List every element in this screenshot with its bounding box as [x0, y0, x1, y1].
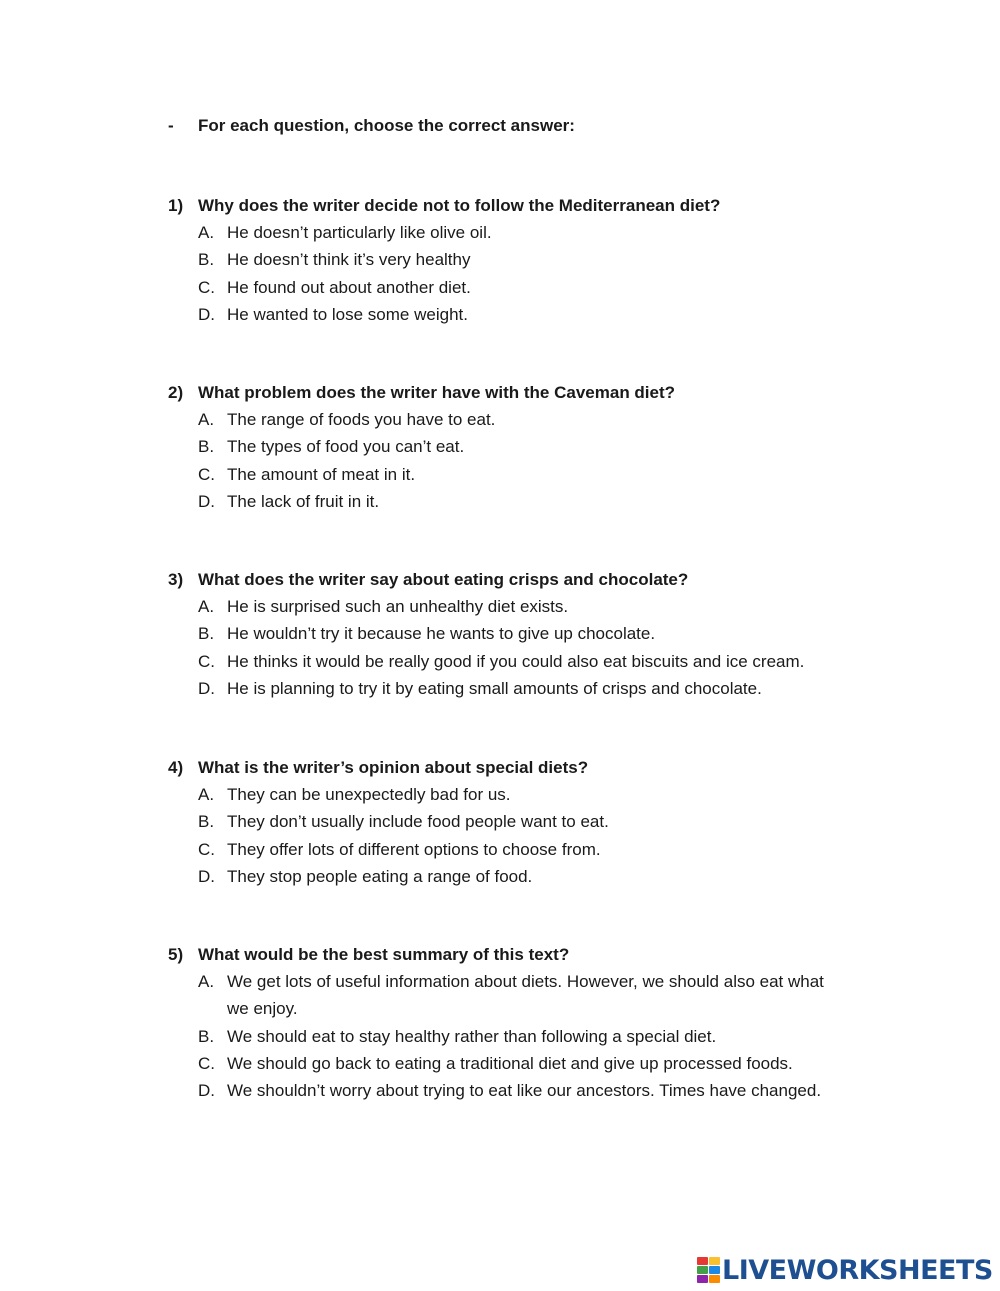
answer-options [168, 219, 888, 328]
logo-block [709, 1275, 720, 1283]
option-text: We should go back to eating a traditional diet and give up processed foods. [227, 1053, 793, 1073]
question-5 [168, 941, 888, 1104]
instruction [168, 116, 575, 136]
question-number: 5) [168, 945, 184, 964]
option-letter: C. [198, 464, 215, 484]
option-letter: A. [198, 410, 215, 429]
answer-option-b[interactable] [198, 808, 888, 835]
question-4 [168, 754, 888, 890]
liveworksheets-logo [697, 1253, 993, 1287]
question-2 [168, 379, 888, 515]
question-text: What is the writer’s opinion about special diets? [198, 758, 589, 777]
option-text: He found out about another diet. [227, 277, 471, 297]
option-text: They can be unexpectedly bad for us. [227, 785, 511, 804]
option-text: The types of food you can’t eat. [227, 437, 465, 457]
question-number: 4) [168, 758, 184, 777]
option-letter: D. [198, 304, 215, 324]
question-text: What would be the best summary of this text? [198, 945, 570, 964]
option-letter: A. [198, 972, 215, 991]
answer-options [168, 968, 888, 1104]
answer-option-d[interactable] [198, 301, 888, 328]
answer-option-a[interactable] [198, 968, 888, 1023]
answer-option-a[interactable] [198, 781, 888, 808]
answer-options [168, 781, 888, 890]
answer-option-a[interactable] [198, 593, 888, 620]
option-text: They stop people eating a range of food. [227, 866, 533, 886]
answer-option-c[interactable] [198, 274, 888, 301]
option-letter: B. [198, 1026, 215, 1046]
option-letter: C. [198, 839, 215, 859]
option-text: The lack of fruit in it. [227, 491, 380, 511]
option-letter: D. [198, 1081, 215, 1101]
instruction-text: For each question, choose the correct answer: [198, 116, 575, 135]
question-title [168, 566, 888, 593]
question-title [168, 941, 888, 968]
option-text: We get lots of useful information about diets. However, we should also eat what we enjoy. [227, 972, 824, 1019]
answer-option-c[interactable] [198, 461, 888, 488]
option-letter: A. [198, 785, 215, 804]
answer-option-d[interactable] [198, 1077, 888, 1104]
option-letter: C. [198, 1053, 215, 1073]
option-text: He doesn’t think it’s very healthy [227, 250, 471, 270]
answer-option-b[interactable] [198, 246, 888, 273]
logo-block [709, 1266, 720, 1274]
logo-text: LIVEWORKSHEETS [722, 1254, 993, 1286]
answer-option-c[interactable] [198, 836, 888, 863]
instruction-dash: - [168, 116, 174, 135]
question-number: 2) [168, 383, 184, 402]
question-text: What problem does the writer have with the Caveman diet? [198, 383, 676, 402]
option-text: They don’t usually include food people want to eat. [227, 812, 609, 832]
answer-options [168, 406, 888, 515]
answer-options [168, 593, 888, 702]
question-text: Why does the writer decide not to follow the Mediterranean diet? [198, 196, 721, 215]
question-3 [168, 566, 888, 702]
answer-option-a[interactable] [198, 406, 888, 433]
answer-option-c[interactable] [198, 1050, 888, 1077]
answer-option-b[interactable] [198, 620, 888, 647]
option-letter: C. [198, 277, 215, 297]
option-text: He is planning to try it by eating small amounts of crisps and chocolate. [227, 678, 762, 698]
answer-option-a[interactable] [198, 219, 888, 246]
option-letter: A. [198, 223, 215, 242]
option-letter: D. [198, 866, 215, 886]
option-letter: D. [198, 678, 215, 698]
logo-block [697, 1257, 708, 1265]
option-text: He wanted to lose some weight. [227, 304, 468, 324]
logo-block [697, 1266, 708, 1274]
option-letter: B. [198, 624, 215, 644]
answer-option-c[interactable] [198, 648, 888, 675]
question-number: 1) [168, 196, 184, 215]
question-title [168, 379, 888, 406]
logo-blocks-icon [697, 1257, 720, 1283]
option-text: He thinks it would be really good if you could also eat biscuits and ice cream. [227, 651, 805, 671]
question-text: What does the writer say about eating crisps and chocolate? [198, 570, 689, 589]
option-text: The range of foods you have to eat. [227, 410, 496, 429]
question-title [168, 192, 888, 219]
option-letter: B. [198, 437, 215, 457]
question-1 [168, 192, 888, 328]
question-number: 3) [168, 570, 184, 589]
option-letter: A. [198, 597, 215, 616]
option-text: He is surprised such an unhealthy diet exists. [227, 597, 569, 616]
logo-block [709, 1257, 720, 1265]
answer-option-b[interactable] [198, 433, 888, 460]
question-title [168, 754, 888, 781]
option-letter: B. [198, 250, 215, 270]
option-letter: D. [198, 491, 215, 511]
option-text: We shouldn’t worry about trying to eat like our ancestors. Times have changed. [227, 1081, 822, 1101]
answer-option-d[interactable] [198, 488, 888, 515]
answer-option-b[interactable] [198, 1023, 888, 1050]
option-letter: C. [198, 651, 215, 671]
answer-option-d[interactable] [198, 675, 888, 702]
option-text: He wouldn’t try it because he wants to give up chocolate. [227, 624, 656, 644]
option-text: The amount of meat in it. [227, 464, 416, 484]
option-letter: B. [198, 812, 215, 832]
logo-block [697, 1275, 708, 1283]
answer-option-d[interactable] [198, 863, 888, 890]
option-text: They offer lots of different options to choose from. [227, 839, 601, 859]
option-text: We should eat to stay healthy rather than following a special diet. [227, 1026, 717, 1046]
option-text: He doesn’t particularly like olive oil. [227, 223, 492, 242]
